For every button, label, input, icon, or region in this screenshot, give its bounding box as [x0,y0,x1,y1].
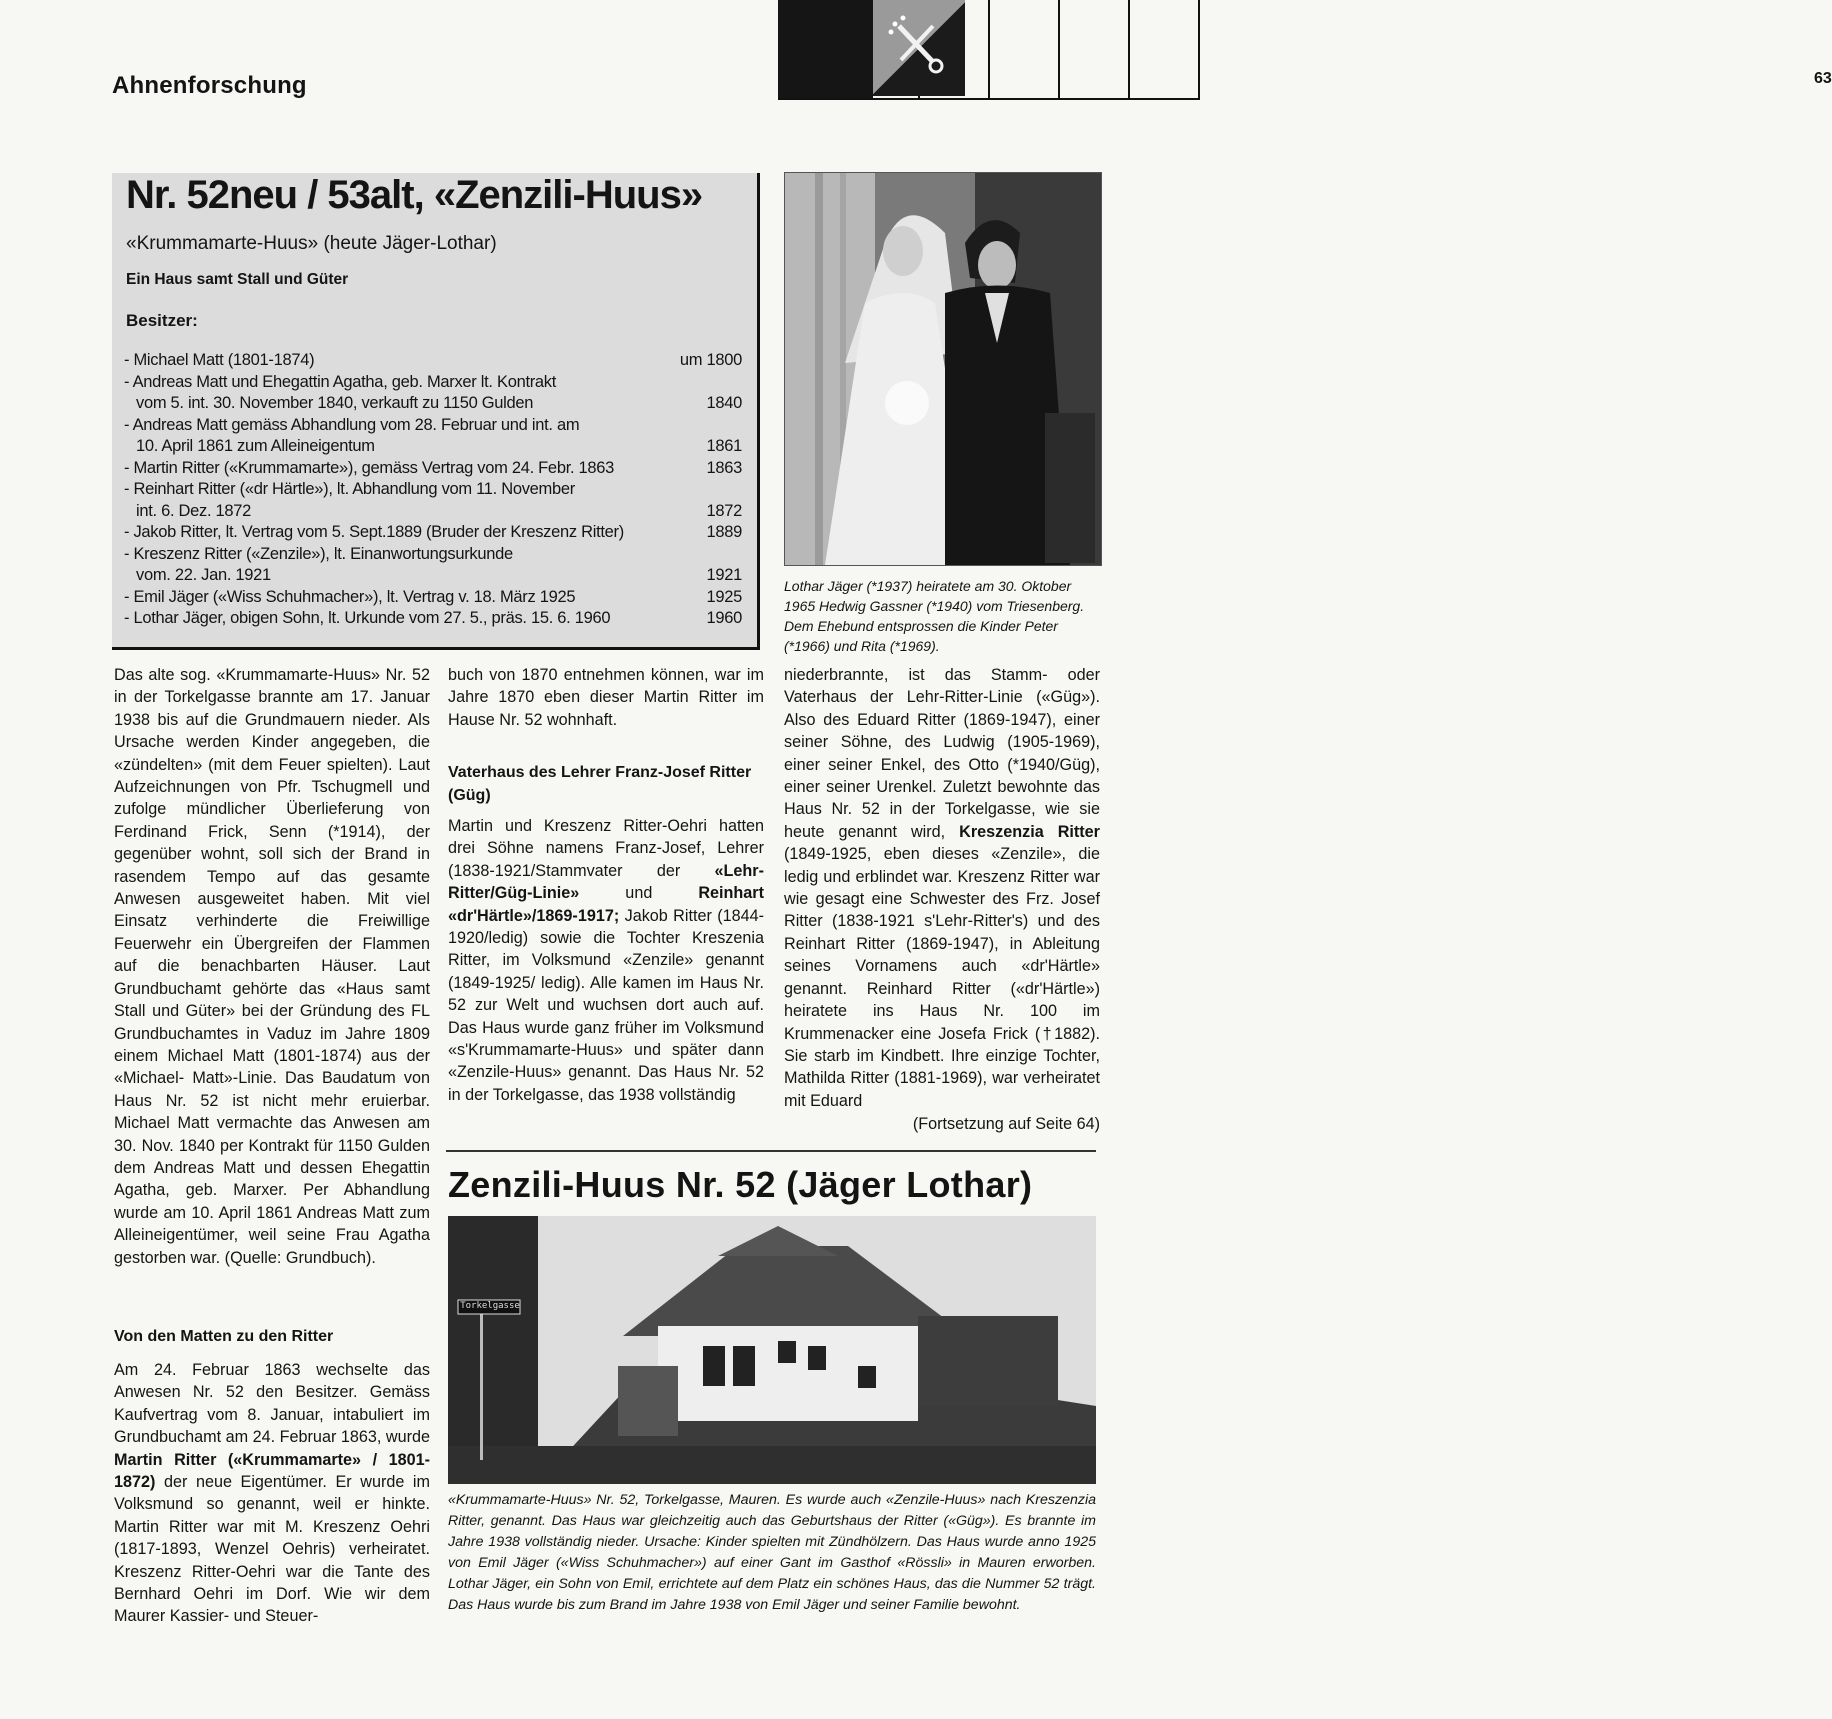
subheading: Vaterhaus des Lehrer Franz-Josef Ritter (Güg) [448,764,752,804]
wedding-portrait-photo [784,172,1102,566]
owner-line: int. 6. Dez. 1872 1872 [136,501,742,520]
owner-line: - Kreszenz Ritter («Zenzile»), lt. Einanwortungsurkunde [124,544,513,563]
paragraph: Das alte sog. «Krummamarte-Huus» Nr. 52 in der Torkelgasse brannte am 17. Januar 1938 bis auf die Grundmauern nieder. Als Ursache werden Kinder angegeben, die «zündelten» (mit dem Feuer spielten). Laut Aufzeichnungen von Pfr. Tschugmell und zufolge mündlicher Überlieferung von Ferdinand Frick, Senn (*1914), der gegenüber wohnt, soll sich der Brand in rasendem Tempo auf das gesamte Anwesen ausgeweitet haben. Mit viel Einsatz verhinderte die Freiwillige Feuerwehr ein Übergreifen der Flammen auf die benachbarten Häuser. Laut Grundbuchamt gehörte das «Haus samt Stall und Güter» bei der Gründung des FL Grundbuchamtes in Vaduz im Jahre 1809 einem Michael Matt (1801-1874) aus der «Michael- Matt»-Linie. Das Baudatum von Haus Nr. 52 ist nicht mehr eruierbar. Michael Matt vermachte das Anwesen am 30. Nov. 1840 per Kontrakt für 1150 Gulden dem Andreas Matt und dessen Ehegattin Agatha, geb. Marxer. Per Abhandlung wurde am 10. April 1861 Andreas Matt zum Alleineigentümer, weil seine Frau Agatha gestorben war. (Quelle: Grundbuch). [114,666,430,1267]
article-subtitle: «Krummamarte-Huus» (heute Jäger-Lothar) [126,233,497,254]
column-2-continued [448,815,764,1106]
owner-list [124,351,742,631]
paragraph: buch von 1870 entnehmen können, war im Jahre 1870 eben dieser Martin Ritter im Hause Nr. 52 wohnhaft. [448,666,764,729]
header-black-block [778,0,873,98]
subheading: Von den Matten zu den Ritter [114,1328,334,1345]
article-subsubtitle: Ein Haus samt Stall und Güter [126,271,349,288]
column-1 [114,664,430,1269]
house-caption: «Krummamarte-Huus» Nr. 52, Torkelgasse, Mauren. Es wurde auch «Zenzile-Huus» nach Kreszenzia Ritter, genannt. Das Haus war gleichzeitig auch das Geburtshaus der Ritter («Güg»). Es brannte im Jahre 1938 vollständig nieder. Ursache: Kinder spielten mit Zündhölzern. Das Haus wurde anno 1925 von Emil Jäger («Wiss Schuhmacher») auf einer Gant im Gasthof «Rössli» in Mauren erworben. Lothar Jäger, ein Sohn von Emil, errichtete auf dem Platz ein schönes Haus, das die Nummer 52 trägt. Das Haus wurde bis zum Brand im Jahre 1938 von Emil Jäger und seiner Familie bewohnt. [448,1492,1096,1613]
column-3 [784,664,1100,1112]
owner-line: vom. 22. Jan. 1921 1921 [136,566,742,584]
owner-line: - Martin Ritter («Krummamarte»), gemäss Vertrag vom 24. Febr. 1863 1863 [124,458,742,477]
paragraph: Martin und Kreszenz Ritter-Oehri hatten drei Söhne namens Franz-Josef, Lehrer (1838-1921/Stammvater der «Lehr-Ritter/Güg-Linie» und Reinhart «dr'Härtle»/1869-1917; Jakob Ritter (1844-1920/ledig) sowie die Tochter Kreszenia Ritter, im Volksmund «Zenzile» genannt (1849-1925/ ledig). Alle kamen im Haus Nr. 52 zur Welt und wuchsen dort auch auf. Das Haus wurde ganz früher im Volksmund «s'Krummamarte-Huus» und später dann «Zenzile-Huus» genannt. Das Haus Nr. 52 in der Torkelgasse, das 1938 vollständig [448,817,764,1104]
article-heading: Nr. 52neu / 53alt, «Zenzili-Huus» [126,173,703,217]
street-sign: Torkelgasse [460,1301,520,1311]
paragraph: niederbrannte, ist das Stamm- oder Vaterhaus der Lehr-Ritter-Linie («Güg»). Also des Eduard Ritter (1869-1947), einer seiner Söhne, des Ludwig (1905-1969), einer seiner Enkel, des Otto (*1940/Güg), einer seiner Urenkel. Zuletzt bewohnte das Haus Nr. 52 in der Torkelgasse, wie sie heute genannt wird, Kreszenzia Ritter (1849-1925, eben dieses «Zenzile», die ledig und erblindet war. Kreszenz Ritter war wie gesagt eine Schwester des Frz. Josef Ritter (1838-1921 s'Lehr-Ritter's) und des Reinhart Ritter (1869-1947), in Ableitung seines Vornamens auch «dr'Härtle» genannt. Reinhard Ritter («dr'Härtle») heiratete ins Haus Nr. 100 im Krummenacker eine Josefa Frick (†1882). Sie starb im Kindbett. Ihre einzige Tochter, Mathilda Ritter (1881-1969), war verheiratet mit Eduard [784,666,1100,1110]
section-title: Ahnenforschung [112,72,307,99]
owner-line: - Andreas Matt gemäss Abhandlung vom 28. Februar und int. am [124,415,580,434]
owner-line: - Emil Jäger («Wiss Schuhmacher»), lt. Vertrag v. 18. März 1925 1925 [124,587,742,606]
column-2 [448,664,764,731]
paragraph: Am 24. Februar 1863 wechselte das Anwesen Nr. 52 den Besitzer. Gemäss Kaufvertrag vom 8. Januar, intabuliert im Grundbuchamt am 24. Februar 1863, wurde Martin Ritter («Krummamarte» / 1801-1872) der neue Eigentümer. Er wurde im Volksmund so genannt, weil er hinkte. Martin Ritter war mit M. Kreszenz Oehri (1817-1893, Wenzel Oehris) verheiratet. Kreszenz Ritter-Oehri war die Tante des Bernhard Oehri im Dorf. Wie wir dem Maurer Kassier- und Steuer- [114,1361,430,1626]
crest-icon [873,0,965,96]
house-headline: Zenzili-Huus Nr. 52 (Jäger Lothar) [448,1164,1033,1205]
portrait-caption: Lothar Jäger (*1937) heiratete am 30. Oktober 1965 Hedwig Gassner (*1940) vom Triesenberg. Dem Ehebund entsprossen die Kinder Peter (*1966) und Rita (*1969). [784,578,1085,654]
owner-line: vom 5. int. 30. November 1840, verkauft zu 1150 Gulden 1840 [136,394,742,412]
owners-label: Besitzer: [126,311,198,330]
column-1-continued [114,1359,430,1628]
owner-box [112,173,760,650]
owner-line: - Reinhart Ritter («dr Härtle»), lt. Abhandlung vom 11. November [124,480,575,498]
owner-line: - Lothar Jäger, obigen Sohn, lt. Urkunde vom 27. 5., präs. 15. 6. 1960 1960 [124,609,742,627]
owner-line: - Jakob Ritter, lt. Vertrag vom 5. Sept.1889 (Bruder der Kreszenz Ritter) 1889 [124,523,742,541]
owner-line: - Michael Matt (1801-1874) um 1800 [124,351,742,369]
divider [446,1150,1096,1152]
header-bar [778,0,1832,100]
owner-line: - Andreas Matt und Ehegattin Agatha, geb. Marxer lt. Kontrakt [124,372,557,391]
page-number: 63 [1814,70,1832,87]
house-photo [448,1216,1096,1484]
continuation-note: (Fortsetzung auf Seite 64) [912,1115,1100,1133]
owner-line: 10. April 1861 zum Alleineigentum 1861 [136,437,742,455]
